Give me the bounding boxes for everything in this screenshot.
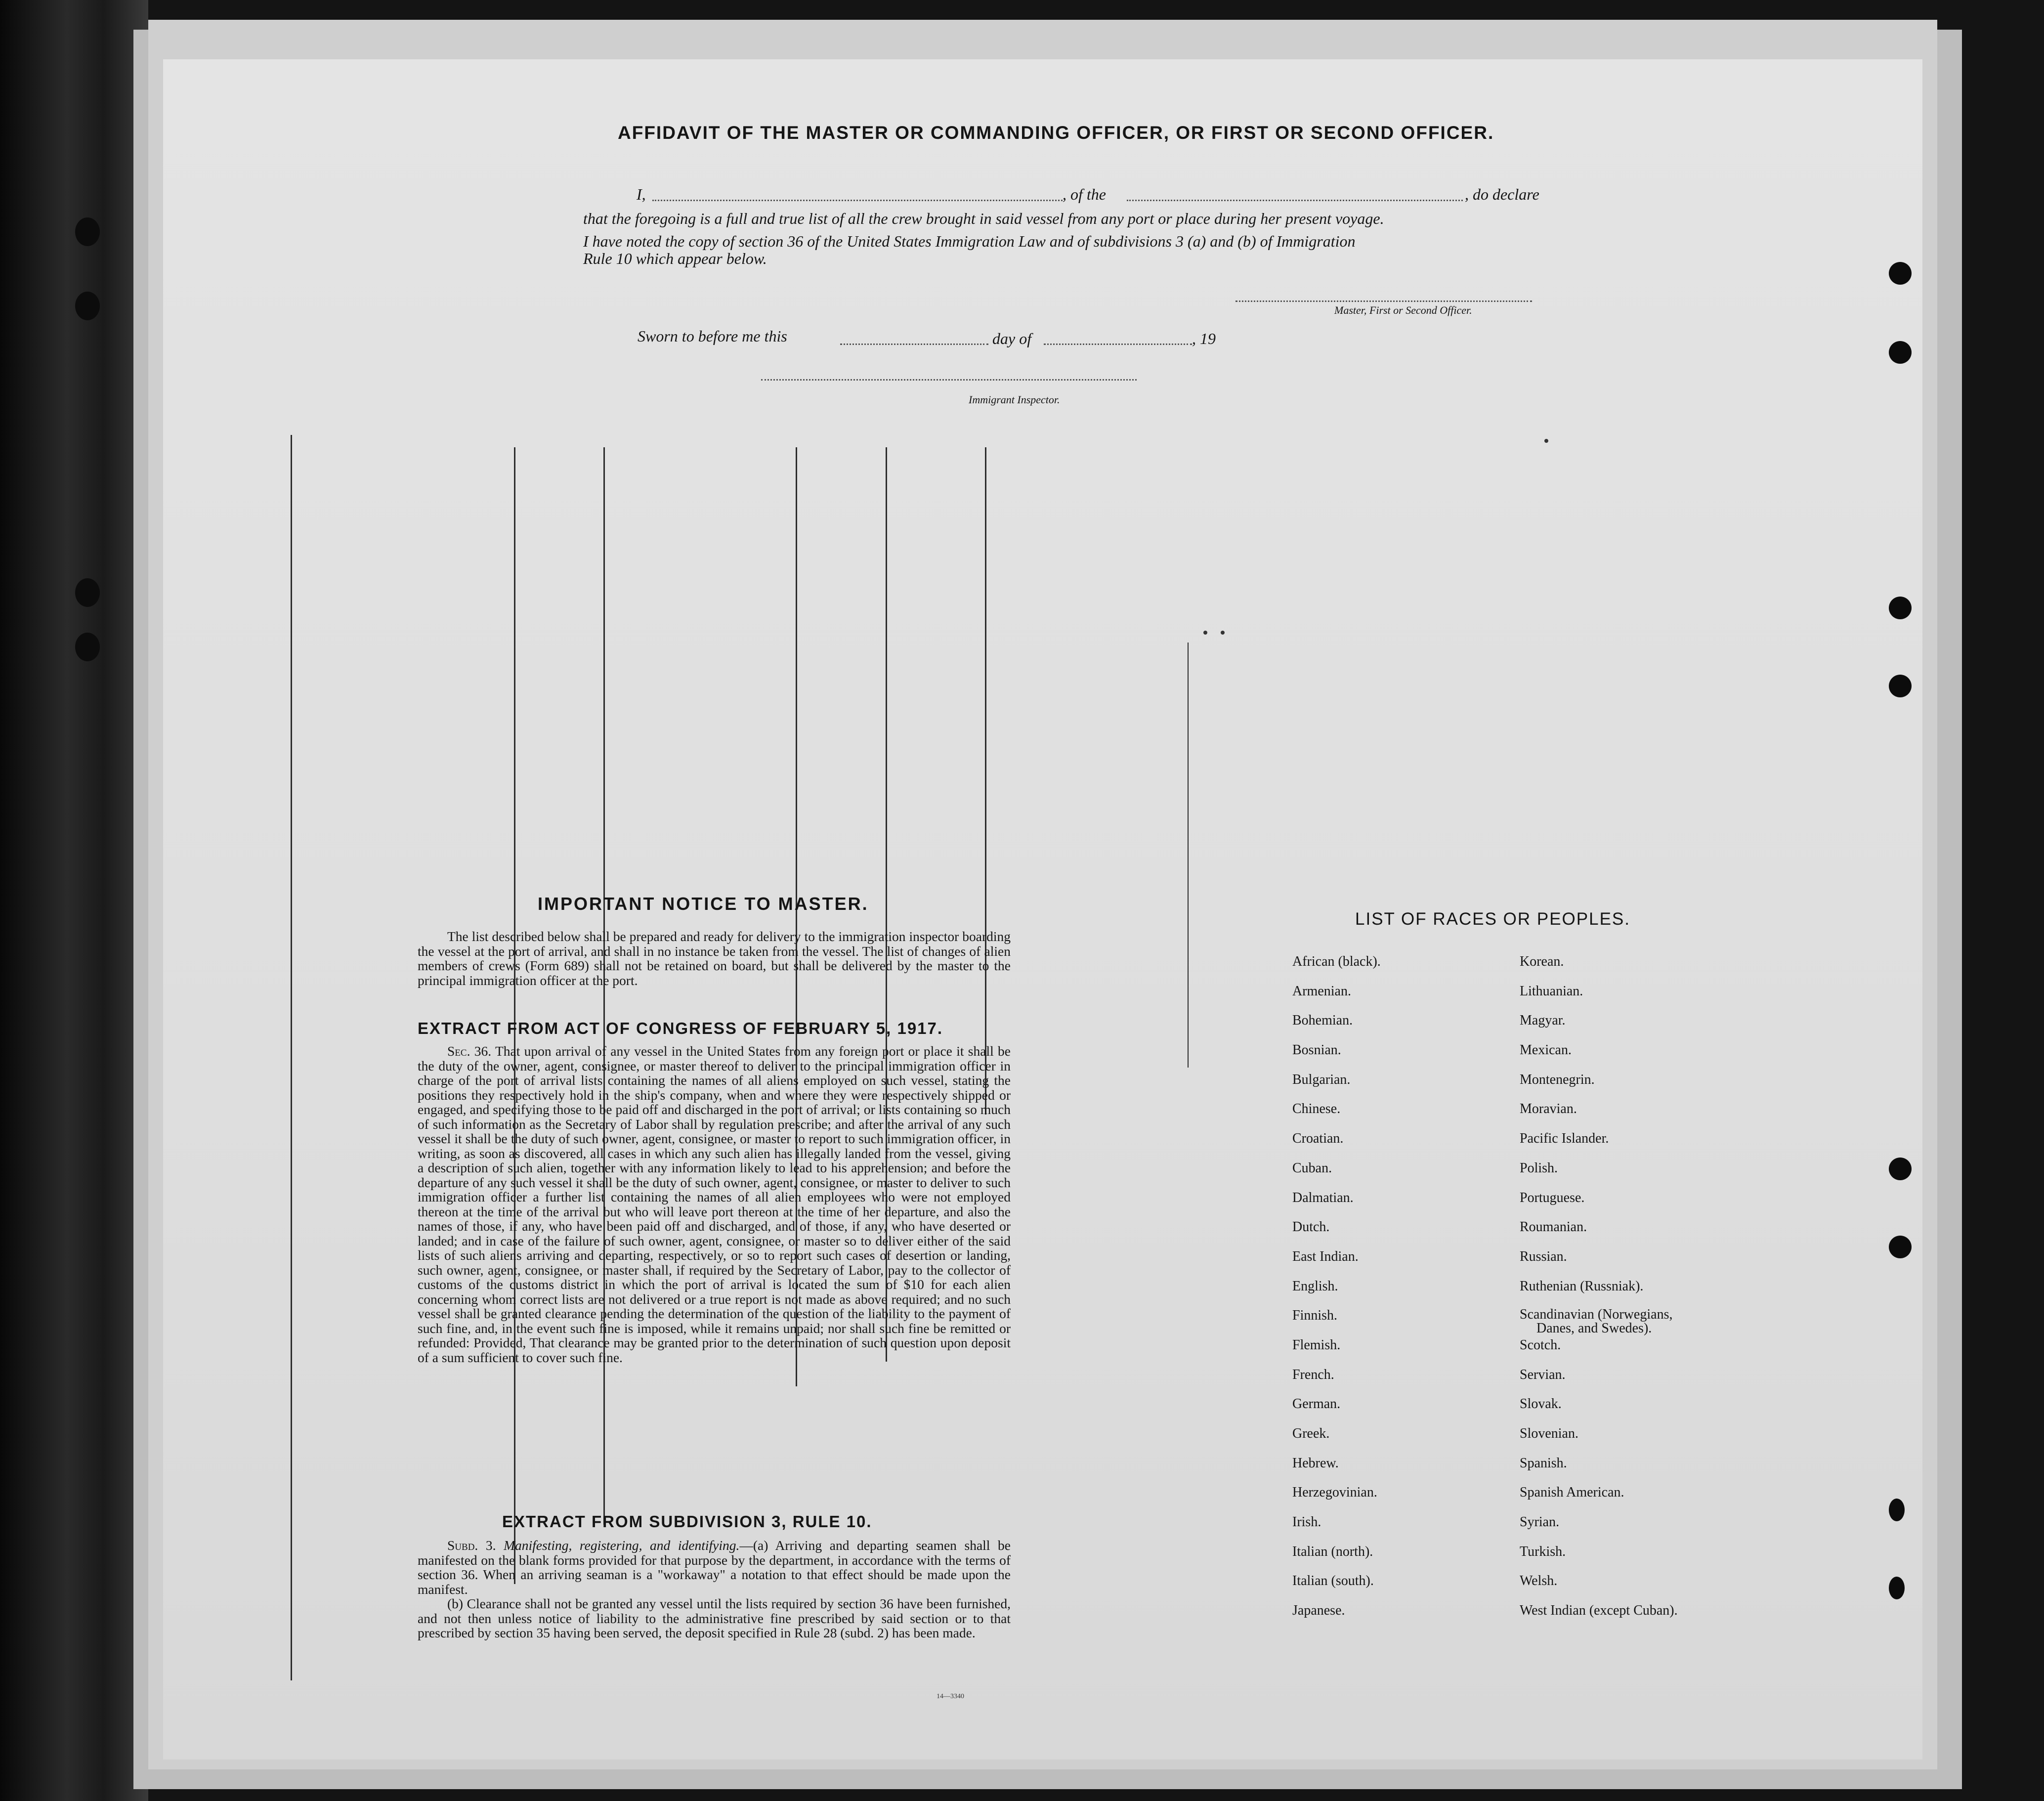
binder-hole	[75, 578, 100, 607]
binder-hole	[75, 292, 100, 320]
race-item: Russian.	[1520, 1248, 1567, 1264]
punch-hole	[1889, 1158, 1912, 1180]
inspector-signature-blank	[761, 379, 1137, 381]
race-item: German.	[1292, 1396, 1341, 1412]
race-item: Korean.	[1520, 954, 1564, 969]
punch-hole	[1889, 1236, 1912, 1258]
race-item: Spanish American.	[1520, 1485, 1624, 1501]
race-item: Flemish.	[1292, 1337, 1341, 1353]
race-item-text: Scandinavian (Norwegians,	[1520, 1307, 1673, 1323]
ink-dot	[1203, 631, 1207, 635]
race-item: Cuban.	[1292, 1160, 1332, 1176]
vessel-blank	[1127, 200, 1463, 201]
race-item: Armenian.	[1292, 983, 1351, 999]
extract-rule-paragraph	[418, 1538, 1011, 1640]
race-item: Pacific Islander.	[1520, 1131, 1609, 1147]
subdivision-label: Subd. 3.	[447, 1538, 496, 1553]
section-label: Sec. 36.	[447, 1043, 492, 1059]
affidavit-line-2: that the foregoing is a full and true list of all the crew brought in said vessel from any port or place during her present voyage.	[583, 210, 1384, 227]
column-rule	[1188, 643, 1189, 1068]
race-item: West Indian (except Cuban).	[1520, 1603, 1678, 1619]
race-item: Bulgarian.	[1292, 1072, 1351, 1087]
sworn-label: Sworn to before me this	[638, 327, 787, 345]
race-item: Irish.	[1292, 1514, 1321, 1530]
race-item: Greek.	[1292, 1426, 1330, 1441]
race-item: Roumanian.	[1520, 1219, 1587, 1235]
binder-hole	[75, 633, 100, 661]
race-item: Scotch.	[1520, 1337, 1561, 1353]
notice-title: IMPORTANT NOTICE TO MASTER.	[538, 894, 869, 914]
signature-caption: Master, First or Second Officer.	[1334, 304, 1472, 316]
race-item: Hebrew.	[1292, 1455, 1339, 1471]
subdivision-heading: Manifesting, registering, and identifying.	[504, 1538, 740, 1553]
year-label: , 19	[1192, 330, 1216, 347]
ink-dot	[1544, 439, 1548, 443]
race-item: Herzegovinian.	[1292, 1485, 1377, 1501]
race-item: East Indian.	[1292, 1248, 1359, 1264]
punch-hole	[1889, 262, 1912, 285]
race-item: African (black).	[1292, 954, 1381, 969]
race-item: Croatian.	[1292, 1131, 1344, 1147]
race-item: Slovak.	[1520, 1396, 1562, 1412]
binder-hole	[75, 217, 100, 246]
affidavit-of-the-label: , of the	[1063, 185, 1106, 203]
race-item: Italian (north).	[1292, 1544, 1373, 1559]
ink-dot	[1221, 631, 1225, 635]
affidavit-title: AFFIDAVIT OF THE MASTER OR COMMANDING OFFICER, OR FIRST OR SECOND OFFICER.	[618, 123, 1494, 143]
punch-hole	[1889, 1499, 1905, 1521]
affidavit-i-label: I,	[637, 185, 646, 203]
races-title: LIST OF RACES OR PEOPLES.	[1355, 909, 1631, 929]
race-item: Magyar.	[1520, 1013, 1566, 1029]
sworn-date-blank	[840, 343, 988, 345]
day-of-label: day of	[992, 330, 1032, 347]
race-item: Portuguese.	[1520, 1190, 1585, 1205]
affidavit-line-3: I have noted the copy of section 36 of the United States Immigration Law and of subdivisions 3 (a) and (b) of Immigration	[583, 232, 1356, 250]
notice-paragraph	[418, 929, 1011, 987]
race-item: Italian (south).	[1292, 1573, 1374, 1589]
race-item: Welsh.	[1520, 1573, 1558, 1589]
inspector-caption: Immigrant Inspector.	[969, 393, 1060, 406]
race-item: Mexican.	[1520, 1042, 1572, 1058]
race-item: Bosnian.	[1292, 1042, 1341, 1058]
race-item: Lithuanian.	[1520, 983, 1583, 999]
race-item: Syrian.	[1520, 1514, 1560, 1530]
race-item-wrap: Danes, and Swedes).	[1536, 1321, 1652, 1336]
race-item: Dutch.	[1292, 1219, 1330, 1235]
column-rule	[514, 447, 515, 1584]
month-blank	[1044, 343, 1192, 345]
race-item: Turkish.	[1520, 1544, 1566, 1559]
race-item: Spanish.	[1520, 1455, 1567, 1471]
binder-edge	[0, 0, 148, 1801]
race-item: Slovenian.	[1520, 1426, 1578, 1441]
affidavit-line-4: Rule 10 which appear below.	[583, 250, 767, 267]
race-item: English.	[1292, 1278, 1338, 1294]
name-blank	[652, 200, 1063, 201]
punch-hole	[1889, 341, 1912, 364]
race-item: Servian.	[1520, 1367, 1566, 1382]
race-item: Japanese.	[1292, 1603, 1345, 1619]
subdivision-text-b: (b) Clearance shall not be granted any vessel until the lists required by section 36 have been furnished, and not then unless notice of liability to the administrative fine prescribed by said section or to that prescribed by section 35 having been served, the deposit specified in Rule 28 (subd. 2) has been made.	[418, 1596, 1011, 1640]
race-item: Montenegrin.	[1520, 1072, 1595, 1087]
race-item: Ruthenian (Russniak).	[1520, 1278, 1644, 1294]
subdivision-text-a: —(a) Arriving and departing seamen shall be manifested on the blank forms provided for that purpose by the department, in accordance with the terms of section 36. When an arriving seaman is a "workaway" a notation to that effect should be made upon the manifest.	[418, 1538, 1011, 1597]
punch-hole	[1889, 1577, 1905, 1599]
races-left-column	[1292, 954, 1381, 1632]
signature-blank	[1235, 300, 1532, 302]
extract-act-title: EXTRACT FROM ACT OF CONGRESS OF FEBRUARY 5, 1917.	[418, 1019, 943, 1037]
race-item: Chinese.	[1292, 1101, 1341, 1117]
punch-hole	[1889, 597, 1912, 619]
race-item	[1520, 1308, 1678, 1337]
race-item: French.	[1292, 1367, 1334, 1382]
section-36-text: That upon arrival of any vessel in the United States from any foreign port or place it shall be the duty of the owner, agent, consignee, or master thereof to deliver to the principal immigration officer in charge of the port of arrival lists containing the names of all aliens employed on such vessel, stating the positions they respectively hold in the ship's company, when and where they were respectively shipped or engaged, and specifying those to be paid off and discharged in the port of arrival; or lists containing so much of such information as the Secretary of Labor shall by regulation prescribe; and after the arrival of any such vessel it shall be the duty of such owner, agent, consignee, or master to report to such immigration officer, in writing, as soon as discovered, all cases in which any such alien has illegally landed from the vessel, giving a description of such alien, together with any information likely to lead to his apprehension; and before the departure of any such vessel it shall be the duty of such owner, agent, consignee, or master to deliver to such immigration officer a further list containing the names of all alien employees who were not employed thereon at the time of the arrival but who will leave port thereon at the time of her departure, and also the names of those, if any, who have been paid off and discharged, and of those, if any, who have deserted or landed; and in case of the failure of such owner, agent, consignee, or master so to deliver either of the said lists of such aliens arriving and departing, respectively, or so to report such cases of desertion or landing, such owner, agent, consignee, or master shall, if required by the Secretary of Labor, pay to the collector of customs of the customs district in which the port of arrival is located the sum of $10 for each alien concerning whom correct lists are not delivered or a true report is not made as above required; and no such vessel shall be granted clearance pending the determination of the question of the liability to the payment of such fine, and, in the event such fine is imposed, while it remains unpaid; nor shall such fine be remitted or refunded: Provided, That clearance may be granted prior to the determination of such question upon deposit of a sum sufficient to cover such fine.	[418, 1043, 1011, 1365]
race-item: Dalmatian.	[1292, 1190, 1354, 1205]
race-item: Moravian.	[1520, 1101, 1577, 1117]
race-item: Polish.	[1520, 1160, 1558, 1176]
notice-text: The list described below shall be prepared and ready for delivery to the immigration inspector boarding the vessel at the port of arrival, and shall in no instance be taken from the vessel. The list of changes of alien members of crews (Form 689) shall not be retained on board, but shall be delivered by the master to the principal immigration officer at the port.	[418, 929, 1011, 988]
race-item: Bohemian.	[1292, 1013, 1353, 1029]
form-number: 14—3340	[937, 1693, 964, 1700]
affidavit-declare-label: , do declare	[1465, 185, 1539, 203]
extract-rule-title: EXTRACT FROM SUBDIVISION 3, RULE 10.	[502, 1512, 872, 1531]
column-rule	[985, 447, 986, 1115]
races-right-column	[1520, 954, 1678, 1632]
column-rule	[291, 435, 292, 1680]
punch-hole	[1889, 675, 1912, 697]
extract-act-paragraph	[418, 1044, 1011, 1365]
race-item: Finnish.	[1292, 1308, 1338, 1324]
